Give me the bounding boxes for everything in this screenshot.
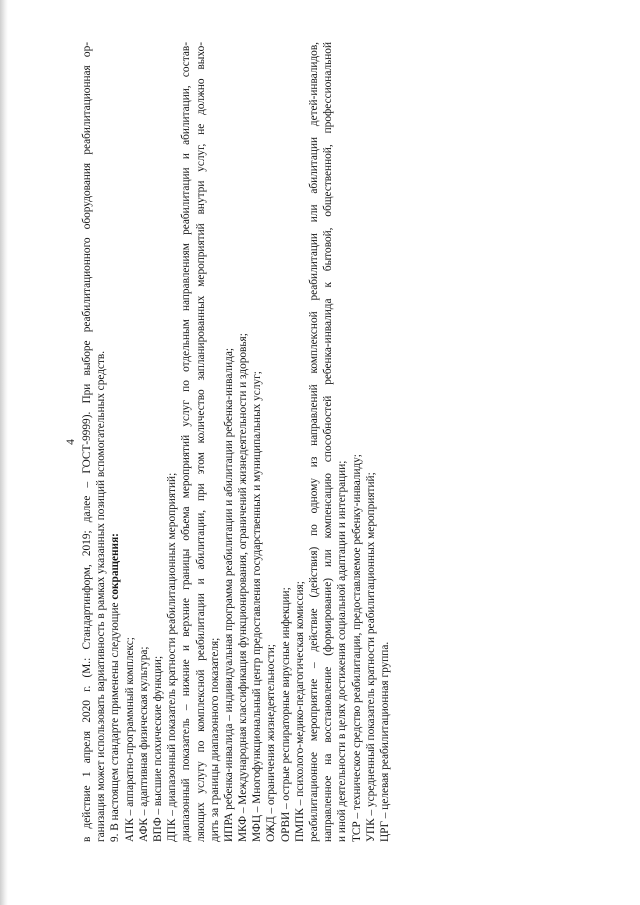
text-line-3	[108, 42, 122, 842]
text-line-18: направленное на восстановление (формирование) или компенсацию способностей ребенка-инвалида к бытовой, общественной, профессиональной	[322, 42, 335, 842]
text-line-4: АПК – аппаратно-программный комплекс;	[123, 637, 136, 842]
text-line-14: ОЖД – ограничения жизнедеятельности;	[265, 644, 278, 842]
rotated-text-block	[64, 42, 394, 842]
text-line-17: реабилитационное мероприятие – действие (действия) по одному из направлений комплексной реабилитации или абилитации детей-инвалидов,	[308, 42, 320, 842]
text-line-5: АФК – адаптивная физическая культура;	[137, 646, 150, 842]
text-line-9: ляющих услугу по комплексной реабилитации и абилитации, при этом количество запланированных мероприятий внутри услуг, не должно выхо-	[194, 42, 207, 842]
scan-edge-shadow	[0, 0, 8, 905]
text-line-20: ТСР – техническое средство реабилитации, предоставляемое ребенку-инвалиду;	[350, 454, 363, 842]
text-line-6: ВПФ – высшие психические функции;	[151, 655, 164, 842]
text-line-22: ЦРГ – целевая реабилитационная группа.	[378, 641, 391, 842]
text-line-21: УПК – усредненный показатель кратности реабилитационных мероприятий;	[364, 472, 377, 842]
text-line-8: диапазонный показатель – нижние и верхние границы объема мероприятий услуг по отдельным направлениям реабилитации и абилитации, состав-	[180, 42, 193, 842]
text-line-7: ДПК – диапазонный показатель кратности реабилитационных мероприятий;	[166, 472, 179, 842]
text-line-15: ОРВИ – острые респираторные вирусные инфекции;	[279, 587, 292, 842]
text-line-11: ИПРА ребенка-инвалида – индивидуальная программа реабилитации и абилитации ребенка-инвалида;	[222, 347, 235, 842]
text-line-2: ганизация может использовать вариативность в рамках указанных позиций вспомогательных средств.	[95, 350, 108, 842]
page-number: 4	[65, 439, 77, 445]
text-line-12: МКФ – Международная классификация функционирования, ограничений жизнедеятельности и здоровья;	[237, 333, 250, 842]
text-line-19: и иной деятельности в целях достижения социальной адаптации и интеграции;	[336, 460, 349, 842]
text-line-16: ПМПК – психолого-медико-педагогическая комиссия;	[293, 581, 306, 842]
text-line-13: МФЦ – Многофункциональный центр предоставления государственных и муниципальных услуг;	[251, 371, 264, 842]
text-line-10: дить за границы диапазонного показателя;	[208, 637, 221, 842]
abbreviations-heading: сокращения:	[109, 533, 122, 600]
abbreviations-intro: 9. В настоящем стандарте применены следующие	[109, 602, 122, 842]
text-line-1: в действие 1 апреля 2020 г. (М.: Стандартинформ, 2019; далее – ГОСТ-9999). При выборе реабилитационного оборудования реабилитационная ор-	[81, 42, 93, 842]
